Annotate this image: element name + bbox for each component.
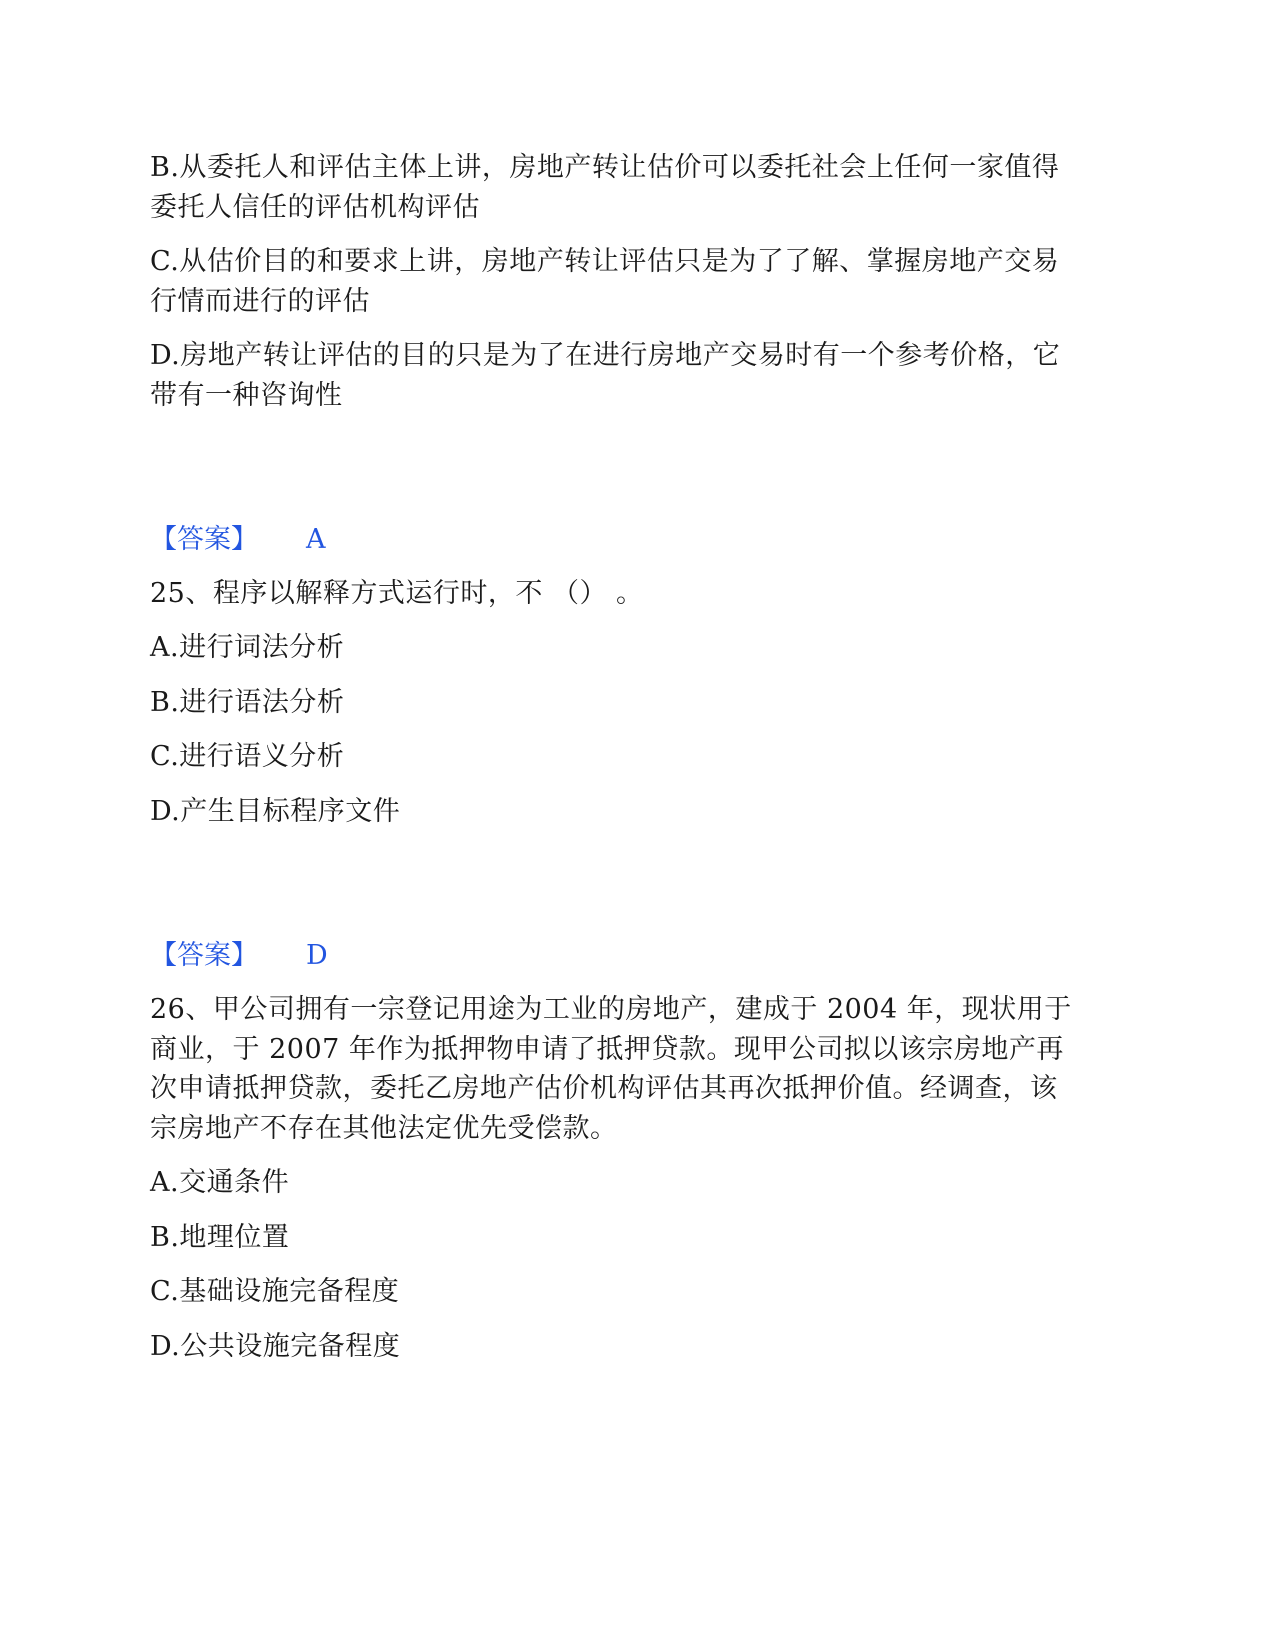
answer-24 [150,520,326,560]
q26-option-d: D.公共设施完备程度 [150,1331,401,1362]
q24-option-d-line2: 带有一种咨询性 [150,380,343,411]
answer-label: 【答案】 [150,524,258,555]
q24-option-b-line1: B.从委托人和评估主体上讲，房地产转让估价可以委托社会上任何一家值得 [150,152,1060,183]
answer-value: A [306,524,326,555]
q25-option-a: A.进行词法分析 [150,632,345,663]
q24-option-c-line2: 行情而进行的评估 [150,286,370,317]
answer-25 [150,936,328,976]
q26-stem-line3: 次申请抵押贷款，委托乙房地产估价机构评估其再次抵押价值。经调查，该 [150,1073,1058,1104]
q26-stem-line4: 宗房地产不存在其他法定优先受偿款。 [150,1113,618,1144]
answer-value: D [306,940,328,971]
q26-stem-line2: 商业，于 2007 年作为抵押物申请了抵押贷款。现甲公司拟以该宗房地产再 [150,1034,1064,1065]
q26-option-b: B.地理位置 [150,1222,290,1253]
q24-option-d-line1: D.房地产转让评估的目的只是为了在进行房地产交易时有一个参考价格，它 [150,340,1061,371]
q26-stem-line1: 26、甲公司拥有一宗登记用途为工业的房地产，建成于 2004 年，现状用于 [150,994,1072,1025]
q26-option-a: A.交通条件 [150,1167,290,1198]
q24-option-c-line1: C.从估价目的和要求上讲，房地产转让评估只是为了了解、掌握房地产交易 [150,246,1060,277]
q24-option-b-line2: 委托人信任的评估机构评估 [150,192,480,223]
q25-option-c: C.进行语义分析 [150,741,345,772]
answer-label: 【答案】 [150,940,258,971]
q26-option-c: C.基础设施完备程度 [150,1276,400,1307]
q25-option-d: D.产生目标程序文件 [150,796,401,827]
q25-stem: 25、程序以解释方式运行时，不 （） 。 [150,578,644,609]
q25-option-b: B.进行语法分析 [150,687,345,718]
